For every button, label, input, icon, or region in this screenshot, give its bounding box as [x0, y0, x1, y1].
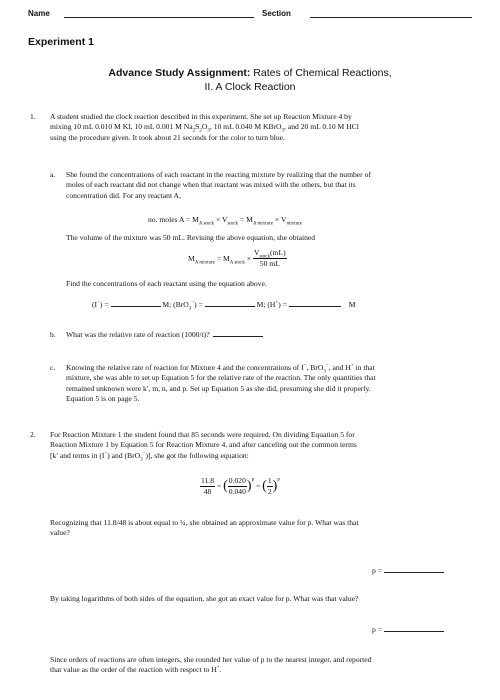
q2-eq-frac1-den: 48: [203, 487, 212, 497]
q1c-line3: remained unknown were k′, m, n, and p. Set up Equation 5 as she did, presuming she did it properly.: [66, 383, 371, 393]
conc-unit: M: [348, 300, 356, 309]
title-bold: Advance Study Assignment:: [108, 67, 251, 79]
q1a-line5: Find the concentrations of each reactant using the equation above.: [66, 279, 267, 288]
q2-p3-line1: Since orders of reactions are often integers, she rounded her value of p to the nearest integer, and reported: [50, 655, 372, 664]
section-input-line[interactable]: [310, 17, 472, 18]
conc-bro3-answer[interactable]: [205, 306, 255, 307]
q1c-line4: Equation 5 is on page 5.: [66, 394, 140, 404]
q2-p3-line2: that value as the order of the reaction with respect to H+.: [50, 665, 222, 675]
eq2-numerator: [253, 248, 287, 259]
title-rest: Rates of Chemical Reactions,: [253, 67, 392, 79]
q1b-label: b.: [50, 330, 56, 339]
q2-text: [50, 430, 482, 461]
q1c-line1: Knowing the relative rate of reaction for Mixture 4 and the concentrations of I−, BrO$_3$−, and H+ in that: [66, 363, 375, 375]
q1c-line1b: , BrO: [306, 363, 324, 372]
q2-line2: Reaction Mixture 1 by Equation 5 for Reaction Mixture 4, and after canceling out the common terms: [50, 440, 357, 450]
q1b-text: [66, 330, 263, 340]
eq1-sub-stock: stock: [227, 221, 239, 227]
conc-i-eq: ) =: [99, 300, 111, 309]
eq1-sub-mixture: mixture: [286, 221, 303, 227]
experiment-heading: Experiment 1: [28, 36, 94, 48]
conc-i-answer[interactable]: [111, 306, 161, 307]
q2-equation: $\frac{11.8}{48}$ = ( $\frac{0.020}{0.040}$ )$^p$ = ( $\frac{1}{2}$ )$^p$: [201, 476, 280, 497]
q1-line2a: mixing 10 mL 0.010 M KI, 10 mL 0.001 M Na: [50, 122, 193, 132]
q2-p3: [50, 655, 490, 676]
q1-line1: A student studied the clock reaction described in this experiment. She set up Reaction Mixture 4 by: [50, 112, 352, 121]
q1c-line1a: Knowing the relative rate of reaction for Mixture 4 and the concentrations of I: [66, 363, 304, 372]
page-subtitle: II. A Clock Reaction: [204, 81, 296, 93]
q2-eq-frac1-num: 11.8: [200, 476, 215, 487]
q1a-line1: She found the concentrations of each reactant in the reacting mixture by realizing that the number of: [66, 170, 371, 179]
eq2-sub-astock: A stock: [229, 260, 245, 266]
q2-eq-frac3-den: 2: [267, 487, 272, 497]
conc-bro3-label: M; (BrO: [162, 300, 189, 309]
q1a-equation-1: [148, 215, 302, 225]
q1c-line1d: in that: [353, 363, 375, 372]
q1c-label: c.: [50, 363, 56, 372]
name-label: Name: [28, 9, 50, 18]
q2-number: 2.: [30, 430, 36, 439]
q2-eq-exp2: p: [277, 477, 280, 483]
q1-line2d: , 10 mL 0.040 M KBrO: [209, 122, 282, 132]
q2-eq-frac2: [228, 476, 247, 498]
q2-p-exact: [372, 625, 444, 635]
eq1-mid: × V: [214, 215, 228, 224]
q2-line3b: ) and (BrO: [107, 450, 141, 460]
q1-line2e: , and 20 mL 0.10 M HCl: [284, 122, 359, 132]
eq2-num-v: V: [253, 248, 260, 257]
q1-text: [50, 112, 482, 143]
q2-line1: For Reaction Mixture 1 the student found that 85 seconds were required. On dividing Equation 5 for: [50, 430, 355, 439]
name-input-line[interactable]: [64, 17, 254, 18]
eq1-mid2: = M: [238, 215, 253, 224]
q2-p1-line2: value?: [50, 528, 70, 538]
q2-p-approx: [372, 566, 444, 576]
eq2-num-tail: (mL): [270, 248, 286, 257]
eq2-eq: = M: [214, 253, 230, 263]
q1a-line4: The volume of the mixture was 50 mL. Revising the above equation, she obtained: [66, 233, 316, 242]
conc-h-eq: ) =: [278, 300, 289, 309]
q2-eq-exp1: p: [251, 477, 255, 483]
q1-number: 1.: [30, 112, 36, 121]
q2-p-exact-label: p =: [372, 625, 382, 634]
q1-line2c: O: [201, 122, 208, 132]
eq1-mid3: × V: [273, 215, 287, 224]
q1-line2b: S: [195, 122, 200, 132]
conc-h-label: M; (H: [256, 300, 276, 309]
q1a-label: a.: [50, 170, 56, 179]
q2-p1-line1: Recognizing that 11.8/48 is about equal to ¼, she obtained an approximate value for p. What was that: [50, 518, 359, 527]
eq2-lhs: M: [188, 253, 195, 263]
conc-h-answer[interactable]: [289, 306, 341, 307]
eq2-fraction: [253, 248, 287, 270]
q2-line3: [k′ and terms in (I−) and (BrO$_3$−)], she got the following equation:: [50, 450, 249, 463]
q2-line3a: [k′ and terms in (I: [50, 450, 105, 460]
section-label: Section: [262, 9, 291, 18]
eq2-sub-amix: A mixture: [194, 260, 215, 266]
q1a-line3: concentration did. For any reactant A,: [66, 190, 181, 200]
q2-p-approx-label: p =: [372, 566, 382, 575]
eq2-times: ×: [244, 253, 252, 263]
eq1-lhs: no. moles A = M: [148, 215, 199, 224]
q2-p1: [50, 518, 482, 539]
q2-p3-line2b: .: [219, 665, 222, 675]
q2-p-exact-answer[interactable]: [384, 631, 444, 632]
eq1-sub-amix: A mixture: [252, 221, 274, 227]
eq2-denominator: 50 mL: [259, 259, 280, 269]
q1-line3: using the procedure given. It took about 21 seconds for the color to turn blue.: [50, 132, 285, 142]
q2-p3-line2a: that value as the order of the reaction with respect to H: [50, 665, 217, 675]
eq2-num-sub: stock: [259, 254, 271, 260]
q1b-answer[interactable]: [213, 336, 263, 337]
q2-p-approx-answer[interactable]: [384, 572, 444, 573]
q2-p2: By taking logarithms of both sides of the equation, she got an exact value for p. What was that value?: [50, 594, 359, 603]
q1a-text: [66, 170, 482, 201]
conc-i-label: (I: [92, 300, 98, 309]
q2-eq-frac2-num: 0.020: [228, 476, 247, 487]
page-title: [0, 67, 500, 79]
q2-line3c: )], she got the following equation:: [145, 450, 249, 460]
q1c-line2: mixture, she was able to set up Equation 5 for the relative rate of the reaction. The only quantities that: [66, 373, 376, 383]
q1c-line1c: , and H: [328, 363, 351, 372]
q2-eq-frac3-num: 1: [267, 476, 273, 487]
q2-eq-frac1: [200, 476, 215, 498]
q1b-question: What was the relative rate of reaction (1000/t)?: [66, 330, 210, 339]
conc-bro3-eq: ) =: [194, 300, 205, 309]
q2-eq-frac2-den: 0.040: [228, 487, 246, 497]
q1c-text: [66, 363, 482, 405]
eq1-sub-astock: A stock: [198, 221, 215, 227]
q1a-line2: moles of each reactant did not change when that reactant was mixed with the others, but that its: [66, 180, 356, 190]
q1-line2: mixing 10 mL 0.010 M KI, 10 mL 0.001 M $Na_2S_2O_3$, 10 mL 0.040 M KBrO$_3$, and 20 mL 0.10 M HCl: [50, 122, 359, 134]
q1a-concentrations: (I−) = M; (BrO$_3$−) = M; (H+) = M: [92, 300, 356, 312]
q1a-equation-2: [188, 248, 287, 270]
